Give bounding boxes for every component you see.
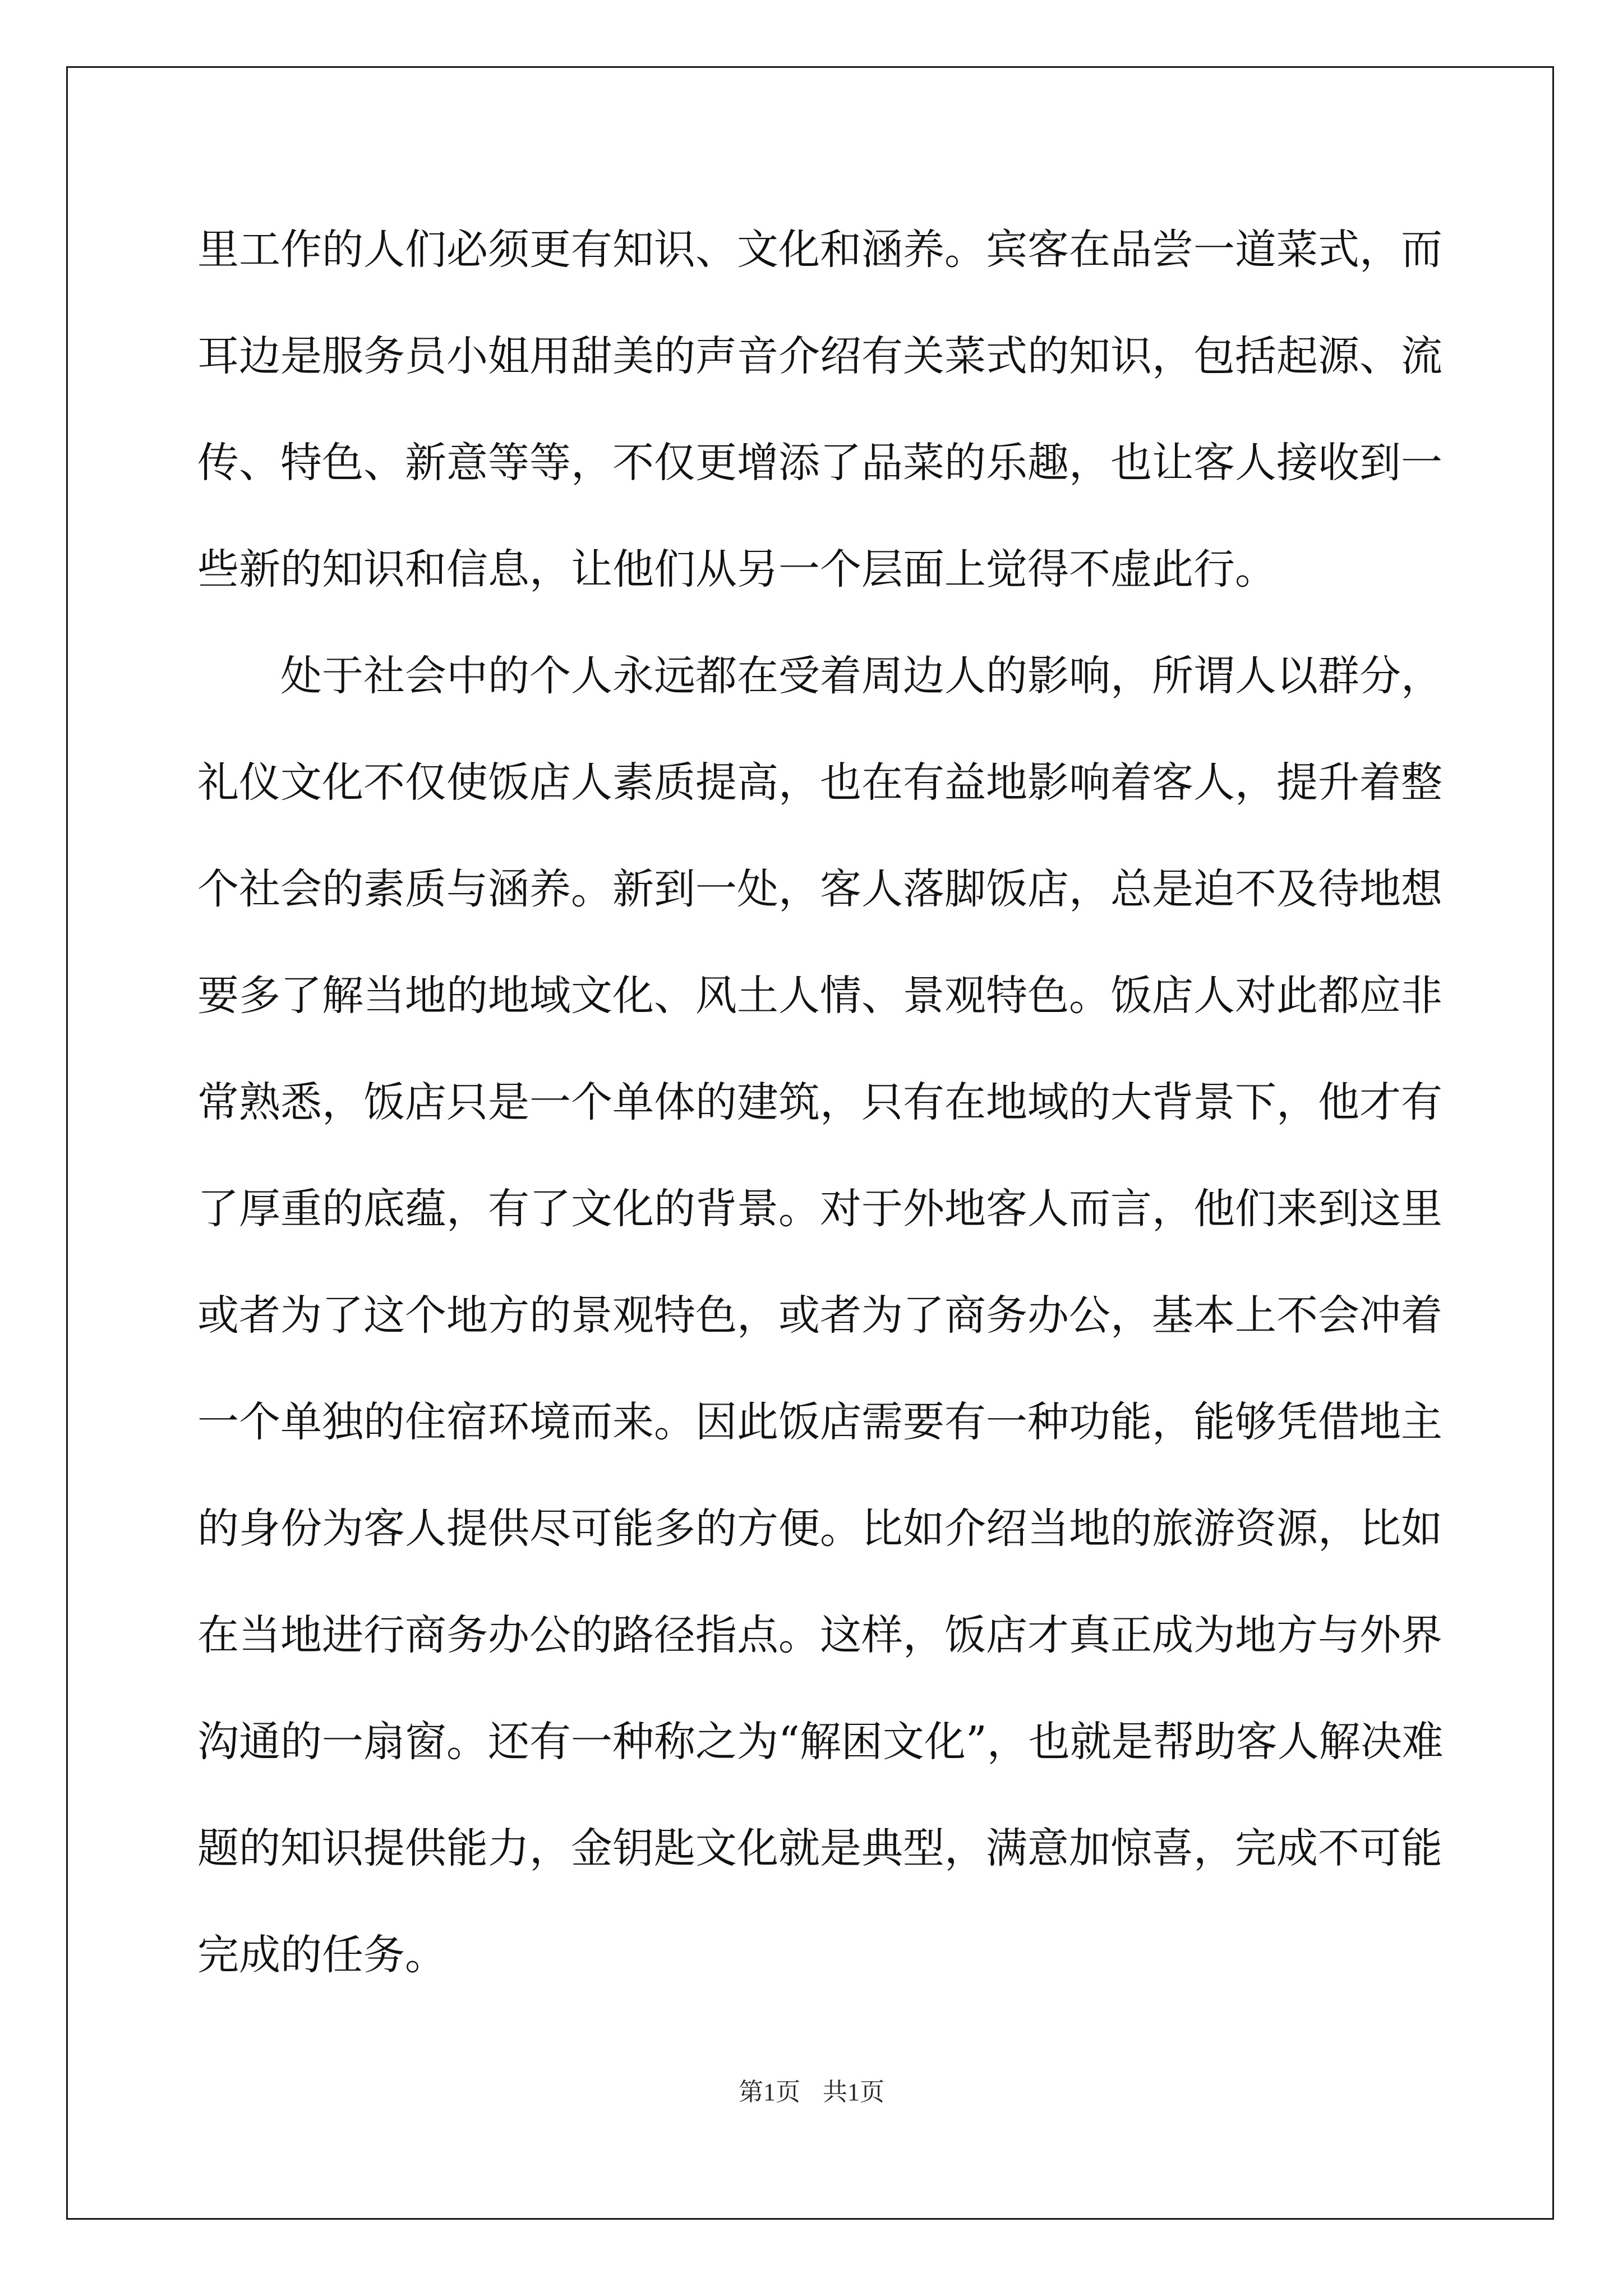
text-line: 个 社 会 的 素 质 与 涵 养 。 新 到 一 处 ， 客 人 落 脚 饭 店 ， 总 是 迫 不 及 待 地 想 (197, 865, 1442, 913)
text-line: 了 厚 重 的 底 蕴 ， 有 了 文 化 的 背 景 。 对 于 外 地 客 人 而 言 ， 他 们 来 到 这 里 (197, 1185, 1442, 1233)
text-line: 完成的任务。 (197, 1931, 446, 1979)
text-line: 些新的知识和信息，让他们从另一个层面上觉得不虚此行。 (197, 545, 1276, 593)
page-number: 第1页 (739, 2078, 800, 2106)
text-line: 沟 通 的 一 扇 窗 。 还 有 一 种 称 之 为 “ 解 困 文 化 ” ， 也 就 是 帮 助 客 人 解 决 难 (197, 1718, 1444, 1766)
text-line: 要 多 了 解 当 地 的 地 域 文 化 、 风 土 人 情 、 景 观 特 色 。 饭 店 人 对 此 都 应 非 (197, 972, 1442, 1020)
text-line: 一 个 单 独 的 住 宿 环 境 而 来 。 因 此 饭 店 需 要 有 一 种 功 能 ， 能 够 凭 借 地 主 (197, 1398, 1442, 1446)
text-line: 常 熟 悉 ， 饭 店 只 是 一 个 单 体 的 建 筑 ， 只 有 在 地 域 的 大 背 景 下 ， 他 才 有 (197, 1078, 1442, 1126)
text-line: 或 者 为 了 这 个 地 方 的 景 观 特 色 ， 或 者 为 了 商 务 办 公 ， 基 本 上 不 会 冲 着 (197, 1291, 1442, 1340)
text-line: 在 当 地 进 行 商 务 办 公 的 路 径 指 点 。 这 样 ， 饭 店 才 真 正 成 为 地 方 与 外 界 (197, 1611, 1442, 1659)
page-total: 共1页 (823, 2078, 884, 2106)
text-line: 里 工 作 的 人 们 必 须 更 有 知 识 、 文 化 和 涵 养 。 宾 客 在 品 尝 一 道 菜 式 ， 而 (197, 226, 1442, 274)
text-line: 处 于 社 会 中 的 个 人 永 远 都 在 受 着 周 边 人 的 影 响 ， 所 谓 人 以 群 分 ， (280, 652, 1442, 700)
text-line: 耳 边 是 服 务 员 小 姐 用 甜 美 的 声 音 介 绍 有 关 菜 式 的 知 识 ， 包 括 起 源 、 流 (197, 332, 1442, 380)
text-line: 的 身 份 为 客 人 提 供 尽 可 能 多 的 方 便 。 比 如 介 绍 当 地 的 旅 游 资 源 ， 比 如 (197, 1504, 1442, 1553)
text-line: 传 、 特 色 、 新 意 等 等 ， 不 仅 更 增 添 了 品 菜 的 乐 趣 ， 也 让 客 人 接 收 到 一 (197, 439, 1442, 487)
document-body (197, 210, 1444, 2022)
page-footer (0, 2076, 1623, 2109)
text-line: 题 的 知 识 提 供 能 力 ， 金 钥 匙 文 化 就 是 典 型 ， 满 意 加 惊 喜 ， 完 成 不 可 能 (197, 1824, 1442, 1872)
text-line: 礼 仪 文 化 不 仅 使 饭 店 人 素 质 提 高 ， 也 在 有 益 地 影 响 着 客 人 ， 提 升 着 整 (197, 758, 1442, 807)
